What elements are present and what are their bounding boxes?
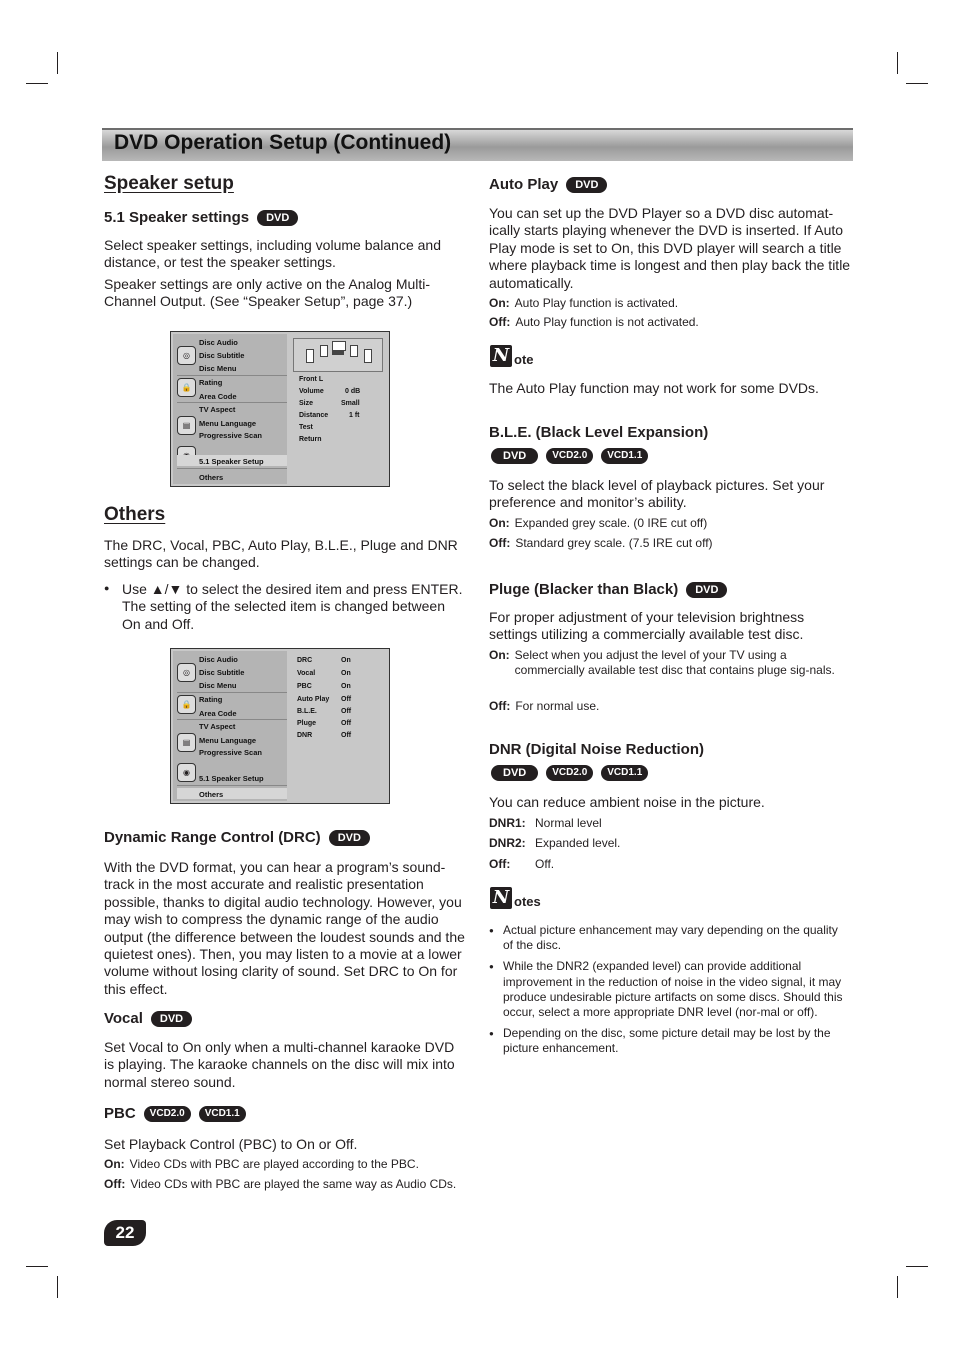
pluge-off-row [489,699,839,714]
dnr-heading [489,741,704,758]
crop-mark [57,52,58,74]
others-bullet-text: Use ▲/▼ to select the desired item and press ENTER. The setting of the selected item is changed between On and Off. [122,581,463,632]
ble-on-label: On: [489,516,510,530]
menu-panel [173,651,287,801]
setting-value: On [341,683,351,690]
menu-item: Area Code [199,392,237,401]
autoplay-on-row [489,296,851,311]
vcd20-badge: VCD2.0 [144,1106,191,1122]
menu-item: Disc Audio [199,338,238,347]
setting-label: Test [299,424,313,431]
setting-label: Volume [299,388,324,395]
others-setup-screen [170,648,390,804]
page-title: DVD Operation Setup (Continued) [114,131,452,154]
note-icon: N [490,345,512,367]
menu-item: Others [199,790,224,799]
pluge-off-text: For normal use. [515,699,600,713]
menu-item: Disc Subtitle [199,668,245,677]
autoplay-off-row [489,315,851,330]
divider [177,402,287,403]
dnr-title: DNR (Digital Noise Reduction) [489,741,705,758]
autoplay-paragraph: You can set up the DVD Player so a DVD disc automat-ically starts playing whenever the DVD is inserted. If Auto Play mode is set to On, this DVD player will search a title where playback time is longest and then play back the title automatically. [489,205,851,291]
speaker-icon: ◉ [177,763,196,782]
setting-value: 0 dB [345,388,361,395]
others-bullet: ● Use ▲/▼ to select the desired item and press ENTER. The setting of the selected item is changed between On and Off. [104,581,463,632]
vocal-heading [104,1010,192,1027]
pbc-on-text: Video CDs with PBC are played according to the PBC. [129,1157,419,1171]
dvd-badge: DVD [257,210,298,226]
setting-value: Off [341,708,352,715]
list-item: ● Depending on the disc, some picture detail may be lost by the picture enhancement. [489,1026,851,1056]
disc-icon: ◎ [177,346,196,365]
menu-item: Menu Language [199,736,257,745]
setting-label: Front L [299,376,324,383]
menu-item: Progressive Scan [199,431,262,440]
pbc-heading [104,1105,246,1122]
vcd20-badge: VCD2.0 [546,448,593,464]
menu-item: Disc Subtitle [199,351,245,360]
autoplay-title: Auto Play [489,176,559,193]
drc-title: Dynamic Range Control (DRC) [104,829,321,846]
menu-highlight [177,788,287,799]
autoplay-on-label: On: [489,296,510,310]
menu-item: 5.1 Speaker Setup [199,774,264,783]
speaker-paragraph-1: Select speaker settings, including volume balance and distance, or test the speaker settings. [104,237,441,271]
others-paragraph: The DRC, Vocal, PBC, Auto Play, B.L.E., Pluge and DNR settings can be changed. [104,537,458,571]
ble-paragraph: To select the black level of playback pictures. Set your preference and monitor’s ability. [489,477,825,511]
crop-mark [897,52,898,74]
notes-title: otes [514,894,541,909]
dnr2-label: DNR2: [489,836,526,850]
note-title: ote [514,352,534,367]
setting-label: Pluge [297,720,317,727]
setting-label: DNR [297,732,313,739]
vcd11-badge: VCD1.1 [199,1106,246,1122]
ble-title: B.L.E. (Black Level Expansion) [489,424,709,441]
pluge-title: Pluge (Blacker than Black) [489,581,679,598]
setting-label: Auto Play [297,696,330,703]
dvd-badge: DVD [491,765,538,781]
autoplay-off-text: Auto Play function is not activated. [515,315,699,329]
pbc-title: PBC [104,1105,136,1122]
note-paragraph: The Auto Play function may not work for some DVDs. [489,380,819,396]
crop-mark [906,1266,928,1267]
speaker-paragraph-2: Speaker settings are only active on the Analog Multi-Channel Output. (See “Speaker Setup”, page 37.) [104,276,431,310]
vocal-paragraph: Set Vocal to On only when a multi-channel karaoke DVD is playing. The karaoke channels on the disc will mix into normal stereo sound. [104,1039,455,1090]
setting-value: 1 ft [349,412,360,419]
divider [177,785,287,786]
setting-value: Off [341,696,352,703]
pbc-off-row [104,1177,464,1192]
dnr1-text: Normal level [535,816,602,830]
ble-on-text: Expanded grey scale. (0 IRE cut off) [514,516,708,530]
autoplay-on-text: Auto Play function is activated. [514,296,679,310]
pbc-on-row [104,1157,464,1172]
menu-item: Others [199,473,224,482]
crop-mark [897,1276,898,1298]
speaker-setup-screen [170,331,390,487]
vcd20-badge: VCD2.0 [546,765,593,781]
setting-label: PBC [297,683,312,690]
setting-value: Off [341,720,352,727]
dvd-badge: DVD [329,830,370,846]
speaker-settings-title: 5.1 Speaker settings [104,209,250,226]
dvd-badge: DVD [151,1011,192,1027]
divider [177,692,287,693]
dnr1-row [489,816,851,831]
disc-icon: ◎ [177,663,196,682]
notes-list [489,923,851,1063]
menu-item: Disc Menu [199,364,237,373]
settings-panel [289,334,387,484]
menu-item: TV Aspect [199,405,236,414]
pbc-paragraph: Set Playback Control (PBC) to On or Off. [104,1136,358,1152]
speaker-layout-diagram [293,338,383,372]
page-number: 22 [104,1220,146,1246]
lock-icon: 🔒 [177,695,196,714]
dnr1-label: DNR1: [489,816,526,830]
setting-value: On [341,657,351,664]
dvd-badge: DVD [686,582,727,598]
pluge-off-label: Off: [489,699,511,713]
ble-off-text: Standard grey scale. (7.5 IRE cut off) [515,536,713,550]
pluge-heading [489,581,727,598]
dnr-paragraph: You can reduce ambient noise in the picture. [489,794,765,810]
drc-paragraph: With the DVD format, you can hear a program’s sound-track in the most accurate and realistic presentation possible, thanks to digital audio technology. However, you may wish to compress the dynamic range of the audio output (the difference between the loudest sounds and the quietest ones). Then, you may listen to a movie at a lower volume without losing clarity of sound. Set DRC to On for this effect. [104,859,465,997]
setting-label: B.L.E. [297,708,317,715]
others-heading: Others [104,504,166,525]
pluge-on-text: Select when you adjust the level of your TV using a commercially available test disc that contains pluge sig-nals. [514,648,835,677]
note-icon: N [490,887,512,909]
pbc-off-label: Off: [104,1177,126,1191]
ble-heading [489,424,708,441]
vocal-title: Vocal [104,1010,143,1027]
menu-item: Disc Menu [199,681,237,690]
autoplay-off-label: Off: [489,315,511,329]
setting-value: Off [341,732,352,739]
setting-label: DRC [297,657,313,664]
note-header [490,345,534,367]
dnr-badges [491,765,648,781]
setting-value: On [341,670,351,677]
menu-item: TV Aspect [199,722,236,731]
crop-mark [57,1276,58,1298]
setting-label: Size [299,400,314,407]
menu-panel [173,334,287,484]
divider [177,719,287,720]
drc-heading [104,829,370,846]
pluge-paragraph: For proper adjustment of your television brightness settings utilizing a commercially available test disc. [489,609,805,643]
dnr-off-label: Off: [489,857,511,871]
monitor-icon: ▤ [177,733,196,752]
autoplay-heading [489,176,607,193]
ble-off-label: Off: [489,536,511,550]
crop-mark [26,83,48,84]
notes-header [490,887,541,909]
menu-item: Rating [199,378,223,387]
divider [177,375,287,376]
menu-item: Area Code [199,709,237,718]
crop-mark [906,83,928,84]
vcd11-badge: VCD1.1 [601,765,648,781]
menu-item: Rating [199,695,223,704]
ble-off-row [489,536,851,551]
dnr2-row [489,836,851,851]
divider [177,468,287,469]
dvd-badge: DVD [491,448,538,464]
pbc-on-label: On: [104,1157,125,1171]
speaker-settings-heading [104,209,298,226]
lock-icon: 🔒 [177,378,196,397]
pbc-off-text: Video CDs with PBC are played the same way as Audio CDs. [130,1177,457,1191]
crop-mark [26,1266,48,1267]
pluge-on-label: On: [489,648,510,662]
menu-item: Progressive Scan [199,748,262,757]
settings-panel [289,651,387,801]
dnr2-text: Expanded level. [535,836,621,850]
speaker-setup-heading: Speaker setup [104,173,234,194]
menu-item: 5.1 Speaker Setup [199,457,264,466]
list-item: ● Actual picture enhancement may vary depending on the quality of the disc. [489,923,851,953]
setting-value: Small [341,400,360,407]
ble-on-row [489,516,851,531]
menu-item: Disc Audio [199,655,238,664]
vcd11-badge: VCD1.1 [601,448,648,464]
setting-label: Distance [299,412,329,419]
monitor-icon: ▤ [177,416,196,435]
menu-item: Menu Language [199,419,257,428]
pluge-on-row [489,648,839,678]
title-bar [102,128,853,161]
setting-label: Vocal [297,670,316,677]
dvd-badge: DVD [566,177,607,193]
dnr-off-row [489,857,851,872]
dnr-off-text: Off. [535,857,555,871]
ble-badges [491,448,648,464]
list-item: ● While the DNR2 (expanded level) can provide additional improvement in the reduction of noise in the video signal, it may produce undesirable picture artifacts on some discs. Should this occur, select a more appropriate DNR level (nor-mal or off). [489,959,851,1020]
setting-label: Return [299,436,322,443]
